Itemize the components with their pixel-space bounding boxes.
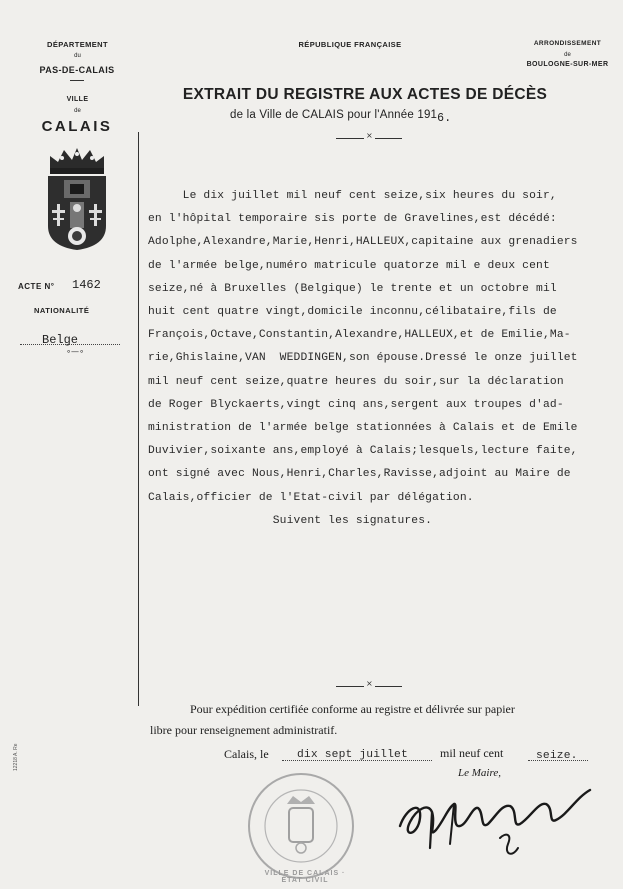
du-label: du [74,53,81,59]
printer-mark: 12218 A. Re [13,743,19,771]
act-line: Duvivier,soixante ans,employé à Calais;lesquels,lecture faite, [148,445,578,458]
stamp-text: VILLE DE CALAIS · ÉTAT CIVIL [264,870,346,884]
document-subtitle [230,109,560,125]
republique-label: RÉPUBLIQUE FRANÇAISE [298,40,402,49]
act-line: de Roger Blyckaerts,vingt cinq ans,sergent aux troupes d'ad- [148,398,564,411]
ornament-icon: ∘—∘ [66,347,85,356]
subtitle-text: de la Ville de CALAIS pour l'Année 191 [230,109,438,121]
margin-line [138,132,139,706]
divider [70,80,84,81]
pas-de-calais-label: PAS-DE-CALAIS [39,65,115,75]
act-line: de l'armée belge,numéro matricule quatorze mil e deux cent [148,259,550,272]
act-text [148,185,618,533]
certification-line-2: libre pour renseignement administratif. [150,723,338,737]
le-maire-label: Le Maire, [458,767,501,779]
arrondissement-de: de [564,52,571,58]
act-line: François,Octave,Constantin,Alexandre,HALLEUX,et de Emilie,Ma- [148,329,571,342]
year-digit: 6. [437,112,452,125]
mil-neuf-cent-label: mil neuf cent [440,746,504,760]
act-line: huit cent quatre vingt,domicile inconnu,célibataire,fils de [148,306,557,319]
nationalite-underline [20,344,120,345]
act-line: Calais,officier de l'Etat-civil par délégation. [148,491,474,504]
year-typed: seize. [536,750,578,762]
coat-of-arms-icon [42,146,112,252]
de-label: de [74,108,81,114]
certification-line-1: Pour expédition certifiée conforme au registre et délivrée sur papier [190,702,515,716]
acte-label: ACTE N° [18,282,55,291]
act-line: en l'hôpital temporaire sis porte de Gravelines,est décédé: [148,213,557,226]
act-line: rie,Ghislaine,VAN WEDDINGEN,son épouse.Dressé le onze juillet [148,352,578,365]
act-line: Suivent les signatures. [148,514,433,527]
arrondissement-label: ARRONDISSEMENT [533,40,602,47]
act-line: ministration de l'armée belge stationnées à Calais et de Emile [148,422,578,435]
nationalite-value: Belge [42,333,79,347]
nationalite-label: NATIONALITÉ [34,306,90,315]
document-title: EXTRAIT DU REGISTRE AUX ACTES DE DÉCÈS [182,86,548,103]
signature [392,778,607,868]
act-line: seize,né à Bruxelles (Belgique) le trente et un octobre mil [148,282,557,295]
acte-number: 1462 [72,278,101,292]
act-line: Adolphe,Alexandre,Marie,Henri,HALLEUX,capitaine aux grenadiers [148,236,578,249]
act-line: ont signé avec Nous,Henri,Charles,Ravisse,adjoint au Maire de [148,468,571,481]
official-stamp [245,770,357,882]
date-typed: dix sept juillet [297,749,408,761]
title-ornament-icon: ⨯ [366,131,373,140]
ville-label: VILLE [66,96,89,103]
act-line: mil neuf cent seize,quatre heures du soir,sur la déclaration [148,375,564,388]
calais-le-label: Calais, le [224,747,269,761]
boulogne-label: BOULOGNE-SUR-MER [526,61,609,68]
calais-label: CALAIS [41,118,113,135]
act-line: Le dix juillet mil neuf cent seize,six heures du soir, [148,190,557,202]
lower-ornament-icon: ⨯ [366,679,373,688]
departement-label: DÉPARTEMENT [47,40,108,49]
